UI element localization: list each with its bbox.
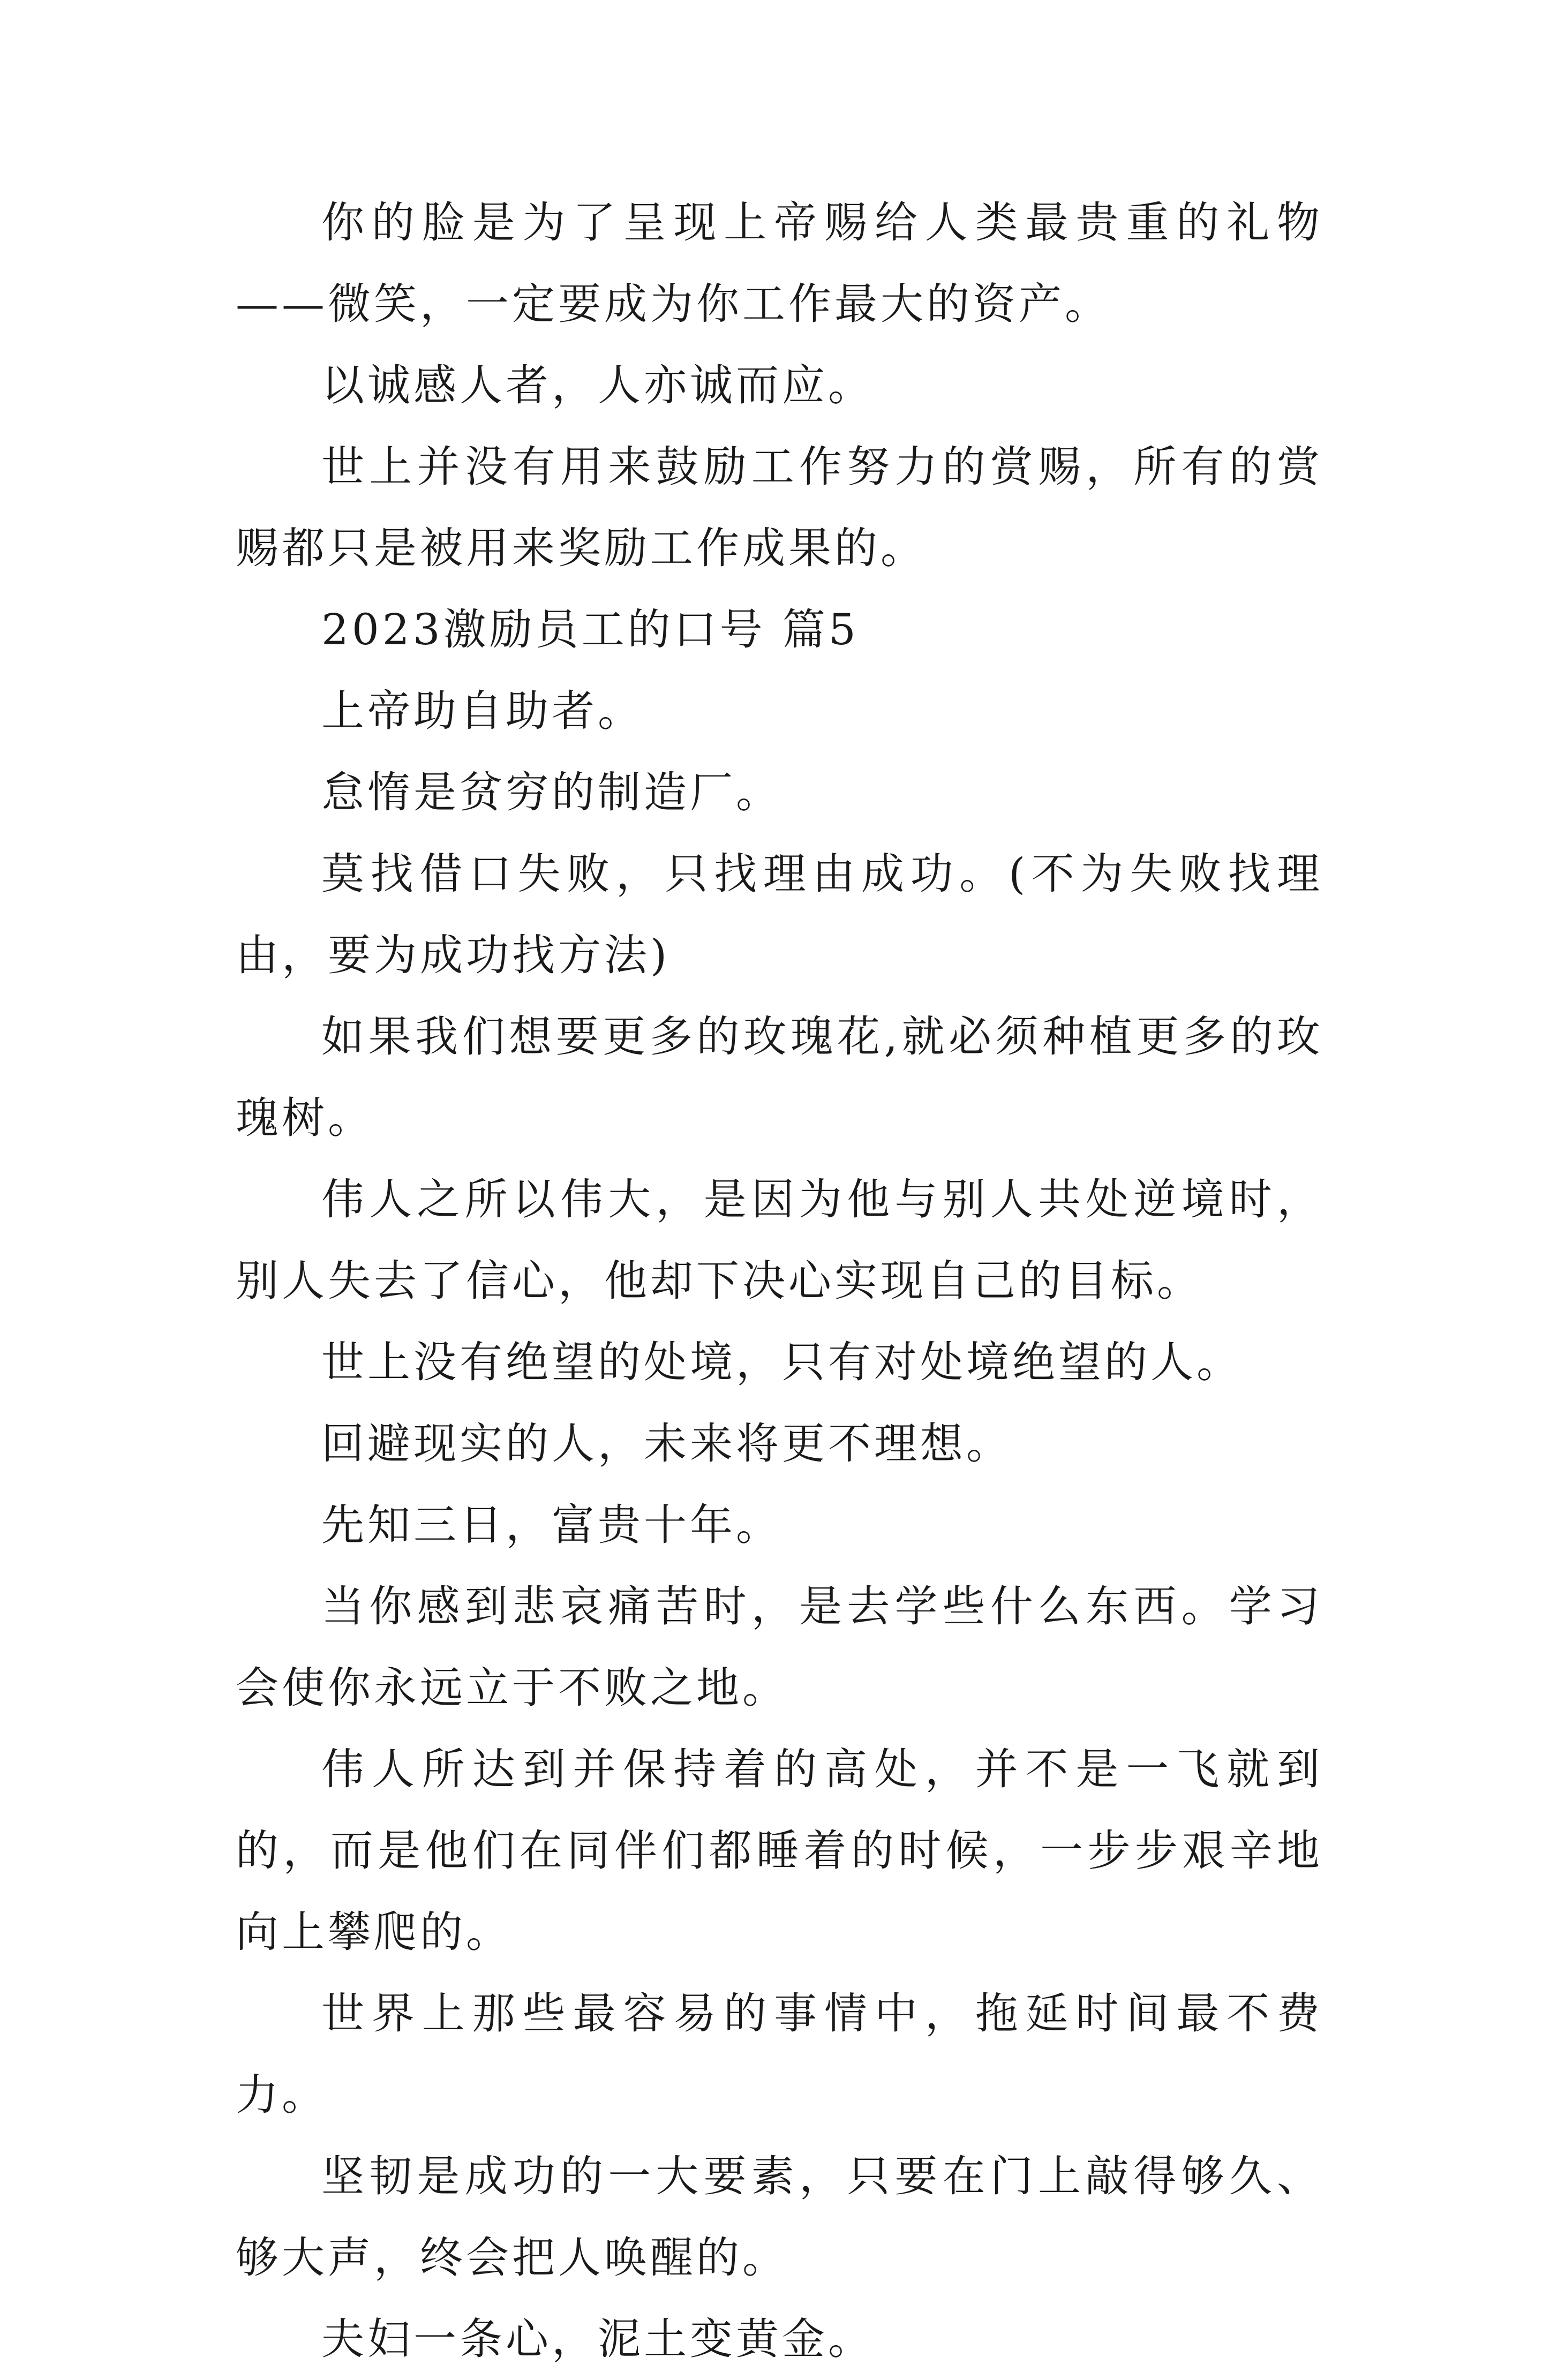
paragraph: 世界上那些最容易的事情中，拖延时间最不费力。 xyxy=(236,1989,1323,2120)
paragraph: 伟人所达到并保持着的高处，并不是一飞就到的，而是他们在同伴们都睡着的时候，一步步艰辛地向上攀爬的。 xyxy=(236,1744,1323,1957)
paragraph: 以诚感人者，人亦诚而应。 xyxy=(321,360,874,410)
paragraph: 你的脸是为了呈现上帝赐给人类最贵重的礼物——微笑，一定要成为你工作最大的资产。 xyxy=(236,198,1323,329)
paragraph: 世上并没有用来鼓励工作努力的赏赐，所有的赏赐都只是被用来奖励工作成果的。 xyxy=(236,442,1323,573)
paragraph: 上帝助自助者。 xyxy=(321,686,644,736)
paragraph: 先知三日，富贵十年。 xyxy=(321,1500,782,1550)
document-body xyxy=(236,182,1323,2380)
section-heading: 2023激励员工的口号 篇5 xyxy=(321,605,859,654)
paragraph: 回避现实的人，未来将更不理想。 xyxy=(321,1419,1012,1468)
paragraph: 夫妇一条心，泥土变黄金。 xyxy=(321,2314,874,2364)
paragraph: 坚韧是成功的一大要素，只要在门上敲得够久、够大声，终会把人唤醒的。 xyxy=(236,2151,1323,2283)
paragraph: 怠惰是贫穷的制造厂。 xyxy=(321,767,782,817)
paragraph: 莫找借口失败，只找理由成功。(不为失败找理由，要为成功找方法) xyxy=(236,849,1323,980)
paragraph: 当你感到悲哀痛苦时，是去学些什么东西。学习会使你永远立于不败之地。 xyxy=(236,1581,1323,1713)
paragraph: 世上没有绝望的处境，只有对处境绝望的人。 xyxy=(321,1337,1243,1387)
paragraph: 如果我们想要更多的玫瑰花,就必须种植更多的玫瑰树。 xyxy=(236,1012,1323,1143)
paragraph: 伟人之所以伟大，是因为他与别人共处逆境时，别人失去了信心，他却下决心实现自己的目标。 xyxy=(236,1174,1323,1306)
